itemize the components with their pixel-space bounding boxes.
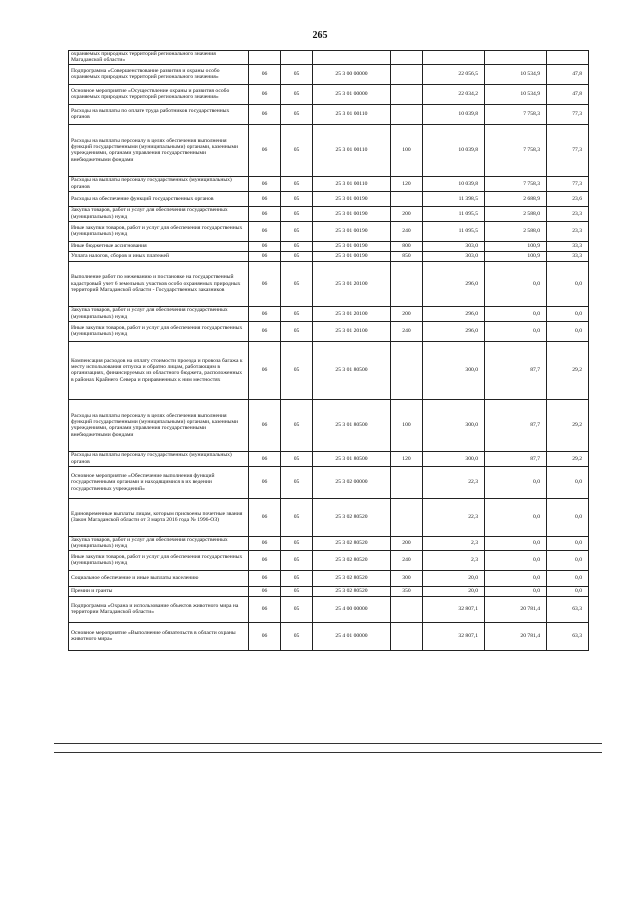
cell-subsection: 05 bbox=[281, 124, 313, 176]
cell-subsection: 05 bbox=[281, 206, 313, 221]
cell-plan bbox=[423, 51, 485, 65]
cell-subsection: 05 bbox=[281, 622, 313, 650]
cell-plan: 10 039,8 bbox=[423, 124, 485, 176]
cell-section: 06 bbox=[249, 221, 281, 241]
cell-expense-type: 240 bbox=[391, 221, 423, 241]
cell-plan: 11 095,5 bbox=[423, 206, 485, 221]
cell-section: 06 bbox=[249, 241, 281, 251]
cell-name: Расходы на выплаты персоналу государственных (муниципальных) органов bbox=[69, 176, 249, 191]
cell-plan: 300,0 bbox=[423, 399, 485, 451]
cell-subsection: 05 bbox=[281, 104, 313, 124]
cell-section: 06 bbox=[249, 399, 281, 451]
table-row bbox=[69, 399, 589, 451]
cell-percent: 0,0 bbox=[547, 498, 589, 536]
cell-executed: 87,7 bbox=[485, 341, 547, 399]
table-row bbox=[69, 104, 589, 124]
budget-table bbox=[68, 50, 589, 651]
cell-target-article: 25 3 01 20100 bbox=[313, 261, 391, 306]
cell-name: Расходы на выплаты персоналу в целях обеспечения выполнения функций государственными (муниципальными) органами, казенными учреждениями, органами управления государственными внебюджетными фондами bbox=[69, 124, 249, 176]
cell-expense-type: 120 bbox=[391, 451, 423, 466]
cell-plan: 300,0 bbox=[423, 451, 485, 466]
cell-plan: 303,0 bbox=[423, 251, 485, 261]
cell-target-article: 25 3 02 80520 bbox=[313, 586, 391, 596]
cell-section: 06 bbox=[249, 586, 281, 596]
cell-name: Иные закупки товаров, работ и услуг для обеспечения государственных (муниципальных) нужд bbox=[69, 321, 249, 341]
cell-expense-type: 200 bbox=[391, 306, 423, 321]
cell-section: 06 bbox=[249, 596, 281, 622]
cell-name: Расходы на обеспечение функций государственных органов bbox=[69, 191, 249, 206]
cell-section: 06 bbox=[249, 124, 281, 176]
cell-expense-type: 120 bbox=[391, 176, 423, 191]
cell-target-article: 25 3 01 80500 bbox=[313, 341, 391, 399]
cell-plan: 10 039,8 bbox=[423, 104, 485, 124]
table-row bbox=[69, 251, 589, 261]
cell-percent: 77,3 bbox=[547, 124, 589, 176]
cell-target-article: 25 3 01 00190 bbox=[313, 251, 391, 261]
cell-section: 06 bbox=[249, 206, 281, 221]
cell-percent: 0,0 bbox=[547, 536, 589, 550]
table-row bbox=[69, 84, 589, 104]
cell-expense-type bbox=[391, 622, 423, 650]
table-row bbox=[69, 241, 589, 251]
cell-name: Закупка товаров, работ и услуг для обеспечения государственных (муниципальных) нужд bbox=[69, 306, 249, 321]
cell-subsection: 05 bbox=[281, 321, 313, 341]
cell-subsection: 05 bbox=[281, 306, 313, 321]
cell-name: Подпрограмма «Совершенствование развития и охраны особо охраняемых природных территорий регионального значения» bbox=[69, 64, 249, 84]
cell-expense-type: 200 bbox=[391, 206, 423, 221]
cell-plan: 22,3 bbox=[423, 498, 485, 536]
cell-executed: 87,7 bbox=[485, 451, 547, 466]
cell-section: 06 bbox=[249, 341, 281, 399]
cell-subsection: 05 bbox=[281, 64, 313, 84]
cell-percent: 0,0 bbox=[547, 306, 589, 321]
cell-target-article: 25 4 00 00000 bbox=[313, 596, 391, 622]
cell-executed: 0,0 bbox=[485, 261, 547, 306]
cell-executed: 2 588,0 bbox=[485, 221, 547, 241]
cell-executed: 20 781,4 bbox=[485, 622, 547, 650]
cell-target-article: 25 3 02 00000 bbox=[313, 466, 391, 498]
cell-name: Компенсация расходов на оплату стоимости проезда и провоза багажа к месту использования отпуска и обратно лицам, работающим в организациях, финансируемых из областного бюджета, расположенных в районах Крайнего Севера и приравненных к ним местностях bbox=[69, 341, 249, 399]
cell-plan: 32 807,1 bbox=[423, 622, 485, 650]
cell-name: Закупка товаров, работ и услуг для обеспечения государственных (муниципальных) нужд bbox=[69, 206, 249, 221]
cell-subsection: 05 bbox=[281, 191, 313, 206]
cell-name: Основное мероприятие «Осуществление охраны и развития особо охраняемых природных территорий регионального значения» bbox=[69, 84, 249, 104]
cell-executed: 10 534,9 bbox=[485, 64, 547, 84]
cell-expense-type bbox=[391, 104, 423, 124]
table-row bbox=[69, 191, 589, 206]
cell-target-article bbox=[313, 51, 391, 65]
cell-percent: 77,3 bbox=[547, 104, 589, 124]
cell-expense-type: 240 bbox=[391, 550, 423, 570]
cell-section: 06 bbox=[249, 104, 281, 124]
cell-target-article: 25 3 01 00190 bbox=[313, 221, 391, 241]
cell-plan: 296,0 bbox=[423, 261, 485, 306]
table-row bbox=[69, 622, 589, 650]
table-row bbox=[69, 341, 589, 399]
cell-name: Уплата налогов, сборов и иных платежей bbox=[69, 251, 249, 261]
cell-target-article: 25 3 01 80500 bbox=[313, 451, 391, 466]
page-number: 265 bbox=[312, 30, 328, 41]
cell-subsection: 05 bbox=[281, 550, 313, 570]
cell-target-article: 25 3 01 00110 bbox=[313, 176, 391, 191]
cell-section: 06 bbox=[249, 570, 281, 586]
cell-section: 06 bbox=[249, 466, 281, 498]
cell-executed: 0,0 bbox=[485, 536, 547, 550]
cell-executed: 10 534,9 bbox=[485, 84, 547, 104]
cell-name: охраняемых природных территорий регионального значения Магаданской области» bbox=[69, 51, 249, 65]
cell-percent: 0,0 bbox=[547, 570, 589, 586]
cell-percent: 0,0 bbox=[547, 586, 589, 596]
cell-section: 06 bbox=[249, 251, 281, 261]
cell-plan: 20,0 bbox=[423, 586, 485, 596]
cell-executed: 87,7 bbox=[485, 399, 547, 451]
cell-percent: 23,6 bbox=[547, 191, 589, 206]
cell-expense-type bbox=[391, 498, 423, 536]
cell-percent: 63,3 bbox=[547, 596, 589, 622]
cell-plan: 11 095,5 bbox=[423, 221, 485, 241]
cell-name: Закупка товаров, работ и услуг для обеспечения государственных (муниципальных) нужд bbox=[69, 536, 249, 550]
table-row bbox=[69, 536, 589, 550]
cell-target-article: 25 3 01 00190 bbox=[313, 191, 391, 206]
cell-expense-type: 850 bbox=[391, 251, 423, 261]
cell-name: Социальное обеспечение и иные выплаты населению bbox=[69, 570, 249, 586]
table-row bbox=[69, 124, 589, 176]
cell-expense-type: 300 bbox=[391, 570, 423, 586]
cell-plan: 300,0 bbox=[423, 341, 485, 399]
cell-percent: 0,0 bbox=[547, 550, 589, 570]
cell-percent: 23,3 bbox=[547, 221, 589, 241]
cell-subsection: 05 bbox=[281, 241, 313, 251]
cell-subsection: 05 bbox=[281, 536, 313, 550]
cell-section: 06 bbox=[249, 498, 281, 536]
cell-expense-type bbox=[391, 341, 423, 399]
cell-subsection: 05 bbox=[281, 596, 313, 622]
cell-executed: 2 588,0 bbox=[485, 206, 547, 221]
cell-subsection: 05 bbox=[281, 498, 313, 536]
cell-expense-type bbox=[391, 261, 423, 306]
cell-section: 06 bbox=[249, 321, 281, 341]
cell-target-article: 25 3 01 20100 bbox=[313, 321, 391, 341]
cell-executed: 7 758,3 bbox=[485, 124, 547, 176]
table-row bbox=[69, 51, 589, 65]
cell-section: 06 bbox=[249, 536, 281, 550]
cell-plan: 296,0 bbox=[423, 321, 485, 341]
cell-subsection: 05 bbox=[281, 221, 313, 241]
table-row bbox=[69, 64, 589, 84]
cell-percent: 0,0 bbox=[547, 261, 589, 306]
cell-expense-type: 350 bbox=[391, 586, 423, 596]
cell-percent: 33,3 bbox=[547, 241, 589, 251]
cell-section: 06 bbox=[249, 84, 281, 104]
cell-expense-type: 800 bbox=[391, 241, 423, 251]
cell-executed: 0,0 bbox=[485, 550, 547, 570]
cell-subsection: 05 bbox=[281, 586, 313, 596]
table-row bbox=[69, 306, 589, 321]
cell-expense-type: 100 bbox=[391, 399, 423, 451]
cell-name: Расходы на выплаты персоналу государственных (муниципальных) органов bbox=[69, 451, 249, 466]
cell-percent: 77,3 bbox=[547, 176, 589, 191]
cell-target-article: 25 3 02 80520 bbox=[313, 550, 391, 570]
cell-name: Расходы на выплаты персоналу в целях обеспечения выполнения функций государственными (муниципальными) органами, казенными учреждениями, органами управления государственными внебюджетными фондами bbox=[69, 399, 249, 451]
cell-name: Выполнение работ по межеванию и постановке на государственный кадастровый учет 6 земельных участков особо охраняемых природных территорий Магаданской области - Государственных заказников bbox=[69, 261, 249, 306]
table-row bbox=[69, 261, 589, 306]
cell-section: 06 bbox=[249, 306, 281, 321]
cell-executed: 0,0 bbox=[485, 466, 547, 498]
cell-plan: 22 034,2 bbox=[423, 84, 485, 104]
cell-section: 06 bbox=[249, 261, 281, 306]
cell-target-article: 25 3 01 00110 bbox=[313, 124, 391, 176]
cell-plan: 2,3 bbox=[423, 550, 485, 570]
table-row bbox=[69, 466, 589, 498]
cell-target-article: 25 3 02 80520 bbox=[313, 536, 391, 550]
table-row bbox=[69, 596, 589, 622]
cell-expense-type bbox=[391, 466, 423, 498]
table-row bbox=[69, 586, 589, 596]
cell-subsection: 05 bbox=[281, 399, 313, 451]
cell-subsection: 05 bbox=[281, 341, 313, 399]
cell-section: 06 bbox=[249, 176, 281, 191]
cell-name: Иные бюджетные ассигнования bbox=[69, 241, 249, 251]
cell-executed: 100,9 bbox=[485, 251, 547, 261]
cell-expense-type bbox=[391, 84, 423, 104]
cell-executed: 0,0 bbox=[485, 321, 547, 341]
cell-subsection: 05 bbox=[281, 251, 313, 261]
cell-subsection: 05 bbox=[281, 261, 313, 306]
cell-plan: 303,0 bbox=[423, 241, 485, 251]
cell-percent bbox=[547, 51, 589, 65]
cell-subsection: 05 bbox=[281, 570, 313, 586]
cell-target-article: 25 3 00 00000 bbox=[313, 64, 391, 84]
cell-percent: 29,2 bbox=[547, 341, 589, 399]
cell-subsection: 05 bbox=[281, 451, 313, 466]
cell-plan: 296,0 bbox=[423, 306, 485, 321]
cell-target-article: 25 3 01 00190 bbox=[313, 206, 391, 221]
cell-executed: 7 758,3 bbox=[485, 176, 547, 191]
cell-percent: 0,0 bbox=[547, 466, 589, 498]
cell-expense-type: 200 bbox=[391, 536, 423, 550]
table-row bbox=[69, 550, 589, 570]
cell-plan: 20,0 bbox=[423, 570, 485, 586]
cell-target-article: 25 3 01 00110 bbox=[313, 104, 391, 124]
cell-plan: 11 398,5 bbox=[423, 191, 485, 206]
cell-section: 06 bbox=[249, 622, 281, 650]
cell-section: 06 bbox=[249, 64, 281, 84]
cell-section: 06 bbox=[249, 191, 281, 206]
table-row bbox=[69, 570, 589, 586]
cell-plan: 22,3 bbox=[423, 466, 485, 498]
cell-expense-type bbox=[391, 64, 423, 84]
budget-table-body bbox=[69, 51, 589, 651]
cell-percent: 47,8 bbox=[547, 64, 589, 84]
cell-percent: 33,3 bbox=[547, 251, 589, 261]
cell-executed: 2 688,9 bbox=[485, 191, 547, 206]
cell-section: 06 bbox=[249, 550, 281, 570]
cell-expense-type: 100 bbox=[391, 124, 423, 176]
cell-plan: 10 039,8 bbox=[423, 176, 485, 191]
cell-plan: 32 807,1 bbox=[423, 596, 485, 622]
table-row bbox=[69, 176, 589, 191]
cell-name: Премии и гранты bbox=[69, 586, 249, 596]
cell-name: Иные закупки товаров, работ и услуг для обеспечения государственных (муниципальных) нужд bbox=[69, 221, 249, 241]
cell-plan: 22 056,5 bbox=[423, 64, 485, 84]
cell-name: Расходы на выплаты по оплате труда работников государственных органов bbox=[69, 104, 249, 124]
cell-percent: 29,2 bbox=[547, 451, 589, 466]
cell-executed: 7 758,3 bbox=[485, 104, 547, 124]
cell-target-article: 25 3 01 20100 bbox=[313, 306, 391, 321]
cell-expense-type bbox=[391, 191, 423, 206]
cell-executed bbox=[485, 51, 547, 65]
cell-name: Иные закупки товаров, работ и услуг для обеспечения государственных (муниципальных) нужд bbox=[69, 550, 249, 570]
cell-plan: 2,3 bbox=[423, 536, 485, 550]
cell-percent: 63,3 bbox=[547, 622, 589, 650]
cell-subsection bbox=[281, 51, 313, 65]
cell-section bbox=[249, 51, 281, 65]
cell-executed: 0,0 bbox=[485, 306, 547, 321]
cell-executed: 0,0 bbox=[485, 498, 547, 536]
cell-name: Подпрограмма «Охрана и использование объектов животного мира на территории Магаданской области» bbox=[69, 596, 249, 622]
cell-target-article: 25 3 01 00190 bbox=[313, 241, 391, 251]
cell-name: Основное мероприятие «Выполнение обязательств в области охраны животного мира» bbox=[69, 622, 249, 650]
cell-percent: 0,0 bbox=[547, 321, 589, 341]
footer-rule bbox=[54, 743, 602, 744]
cell-executed: 0,0 bbox=[485, 586, 547, 596]
cell-subsection: 05 bbox=[281, 176, 313, 191]
cell-executed: 20 781,4 bbox=[485, 596, 547, 622]
cell-subsection: 05 bbox=[281, 84, 313, 104]
cell-target-article: 25 3 01 00000 bbox=[313, 84, 391, 104]
cell-subsection: 05 bbox=[281, 466, 313, 498]
cell-name: Единовременные выплаты лицам, которым присвоены почетные звания (Закон Магаданской области от 3 марта 2016 года № 1996-ОЗ) bbox=[69, 498, 249, 536]
cell-target-article: 25 3 02 80520 bbox=[313, 570, 391, 586]
table-row bbox=[69, 498, 589, 536]
cell-percent: 47,8 bbox=[547, 84, 589, 104]
cell-expense-type bbox=[391, 51, 423, 65]
table-row bbox=[69, 221, 589, 241]
cell-expense-type bbox=[391, 596, 423, 622]
table-row bbox=[69, 451, 589, 466]
cell-target-article: 25 4 01 00000 bbox=[313, 622, 391, 650]
cell-executed: 0,0 bbox=[485, 570, 547, 586]
table-row bbox=[69, 206, 589, 221]
cell-name: Основное мероприятие «Обеспечение выполнения функций государственными органами и находящимися в их ведении государственных учреждений» bbox=[69, 466, 249, 498]
footer-rule bbox=[54, 752, 602, 753]
cell-percent: 23,3 bbox=[547, 206, 589, 221]
cell-target-article: 25 3 02 80520 bbox=[313, 498, 391, 536]
cell-percent: 29,2 bbox=[547, 399, 589, 451]
cell-target-article: 25 3 01 80500 bbox=[313, 399, 391, 451]
cell-executed: 100,9 bbox=[485, 241, 547, 251]
table-row bbox=[69, 321, 589, 341]
cell-expense-type: 240 bbox=[391, 321, 423, 341]
cell-section: 06 bbox=[249, 451, 281, 466]
